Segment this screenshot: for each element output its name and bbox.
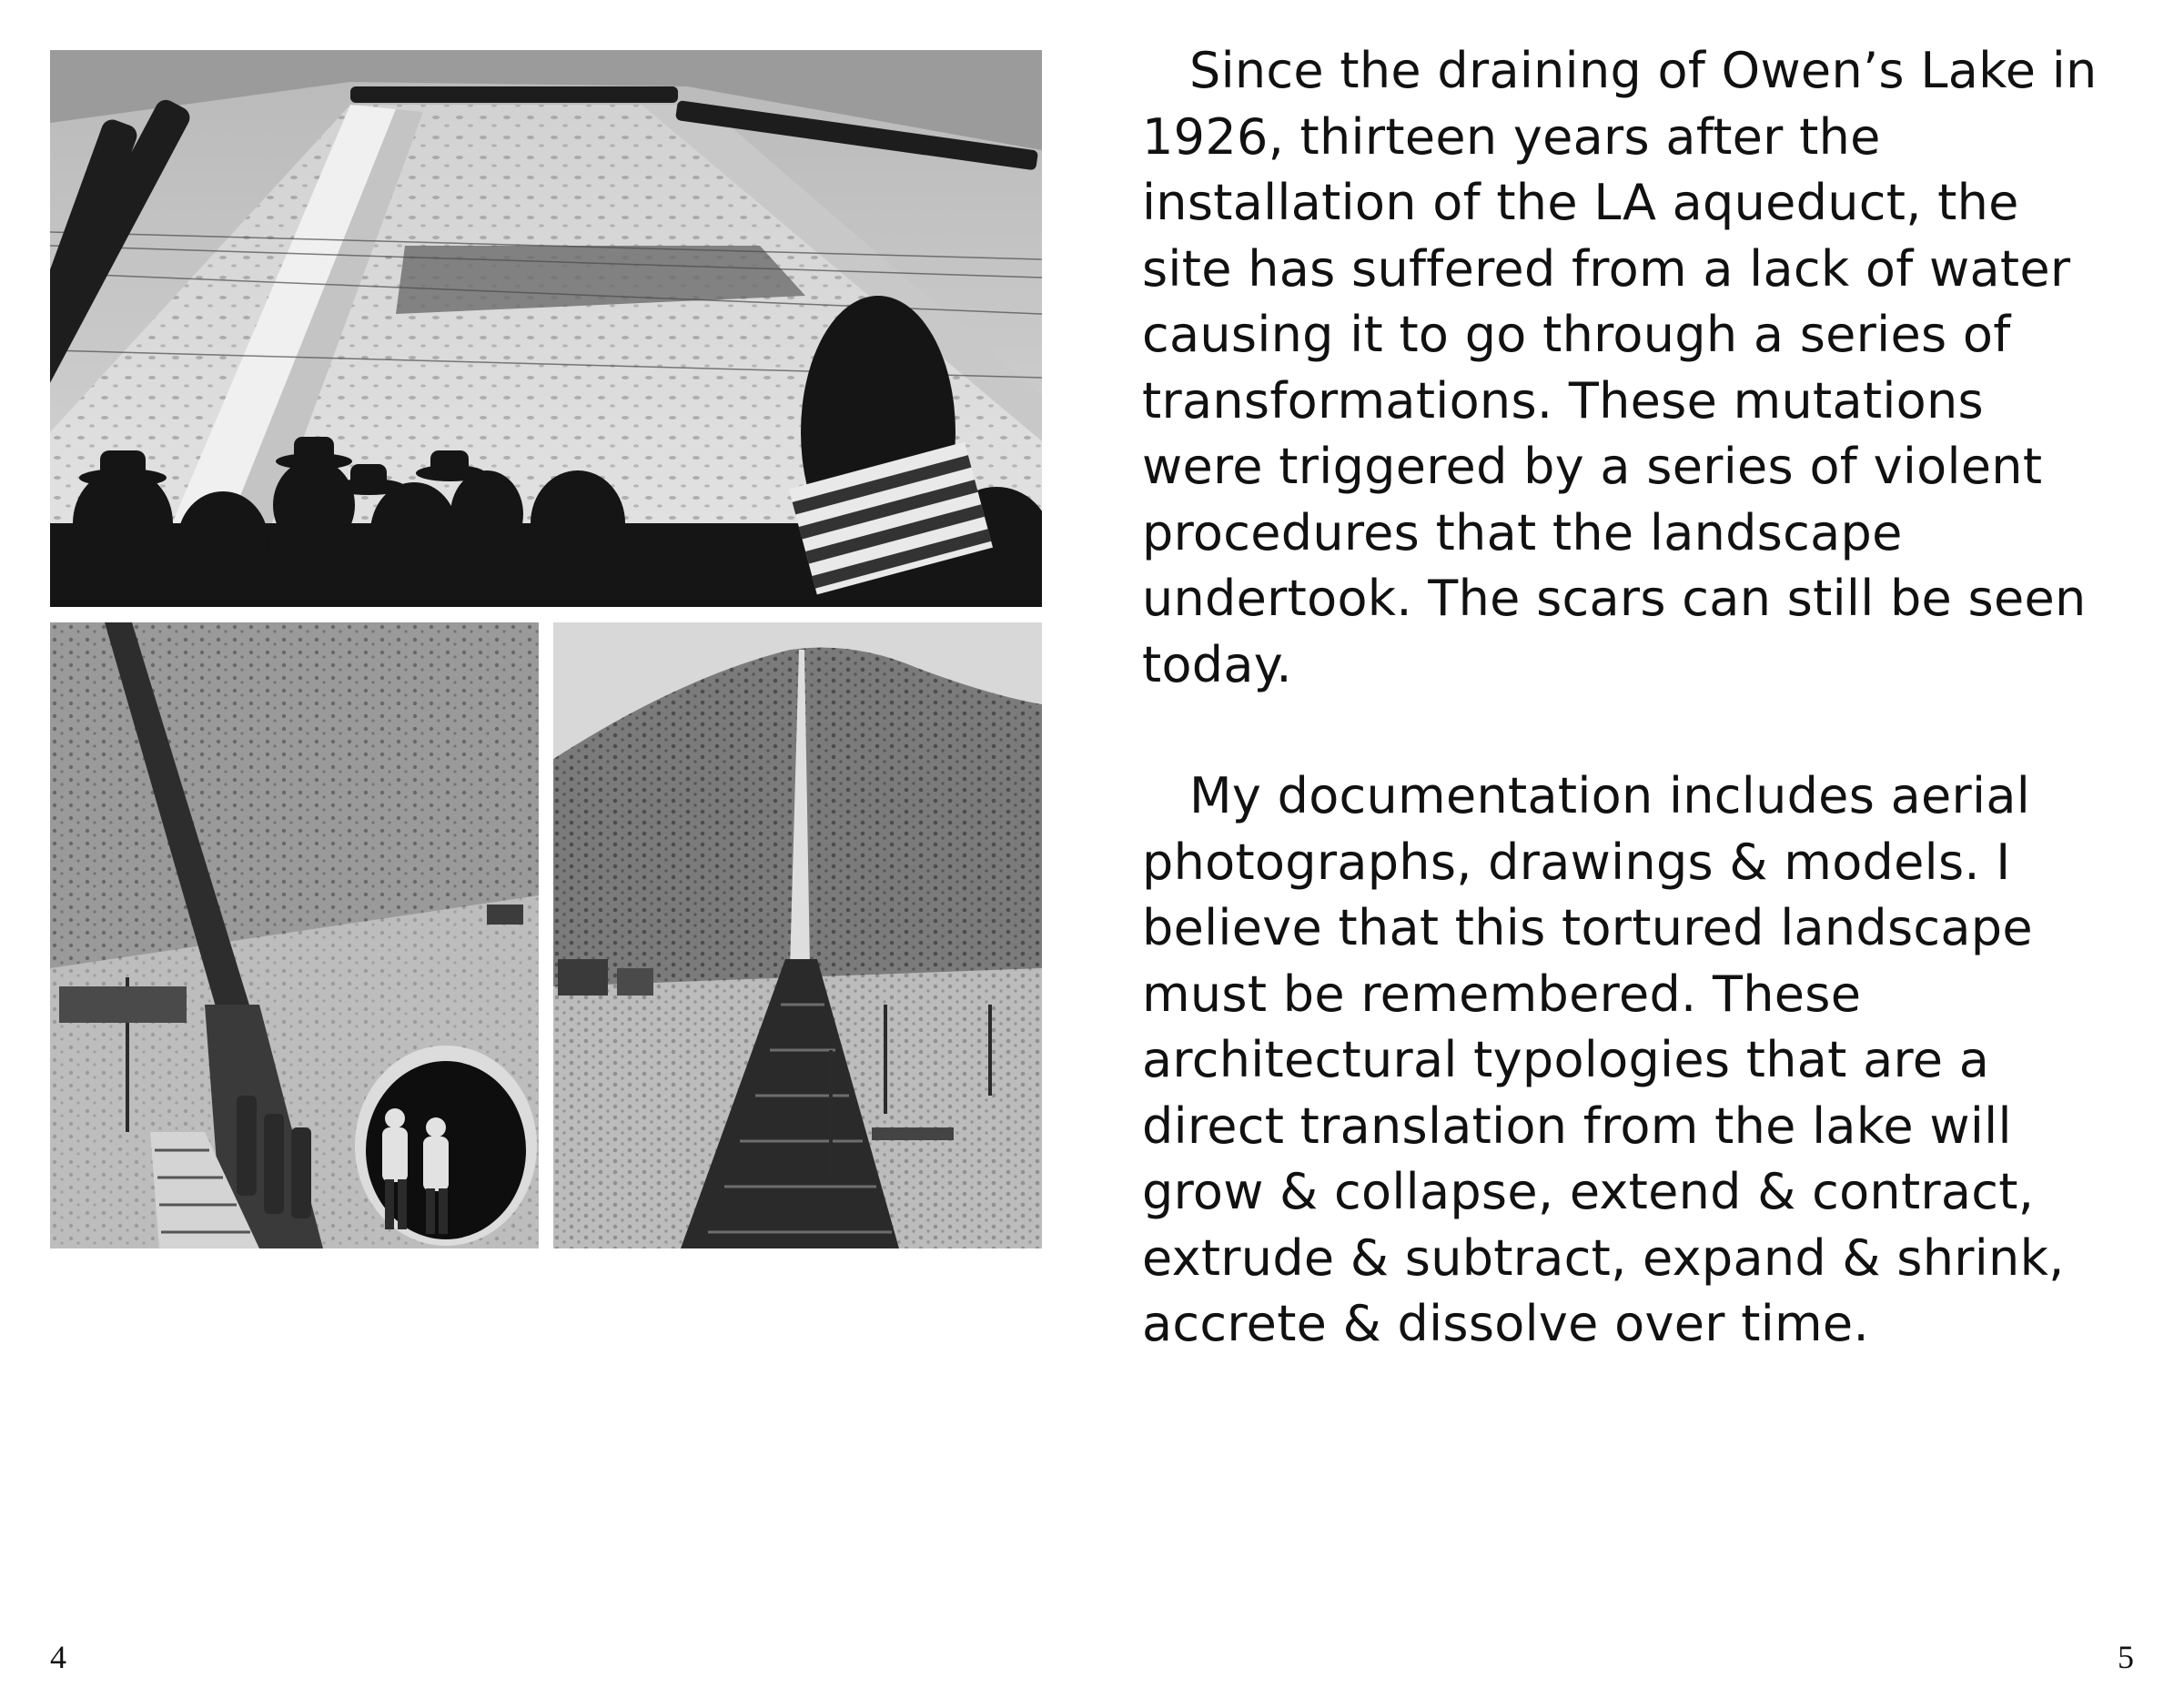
paragraph-intro: Since the draining of Owen’s Lake in 1926, thirteen years after the installation of the LA aqueduct, the site has suffered from a lack of water causing it to go through a series of transformations. These mutations were triggered by a series of violent procedures that the landscape undertook. The scars can still be seen today. <box>1142 42 2098 693</box>
photo-aqueduct-crowd <box>50 50 1042 607</box>
body-text <box>1142 38 2107 1358</box>
paragraph-documentation: My documentation includes aerial photographs, drawings & models. I believe that this tortured landscape must be remembered. These architectural typologies that are a direct translation from the lake will grow & collapse, extend & contract, extrude & subtract, expand & shrink, accrete & dissolve over time. <box>1142 767 2065 1352</box>
page-number-left: 4 <box>50 1639 66 1675</box>
photo-pipeline-over-hill-icon <box>553 622 1042 1248</box>
photo-crowd-aqueduct-cascade-icon <box>50 50 1042 607</box>
page-number-right: 5 <box>2118 1639 2134 1675</box>
photo-workers-pipe-section-icon <box>50 622 539 1248</box>
photo-pipeline-hill <box>553 622 1042 1248</box>
photo-workers-pipe <box>50 622 539 1248</box>
